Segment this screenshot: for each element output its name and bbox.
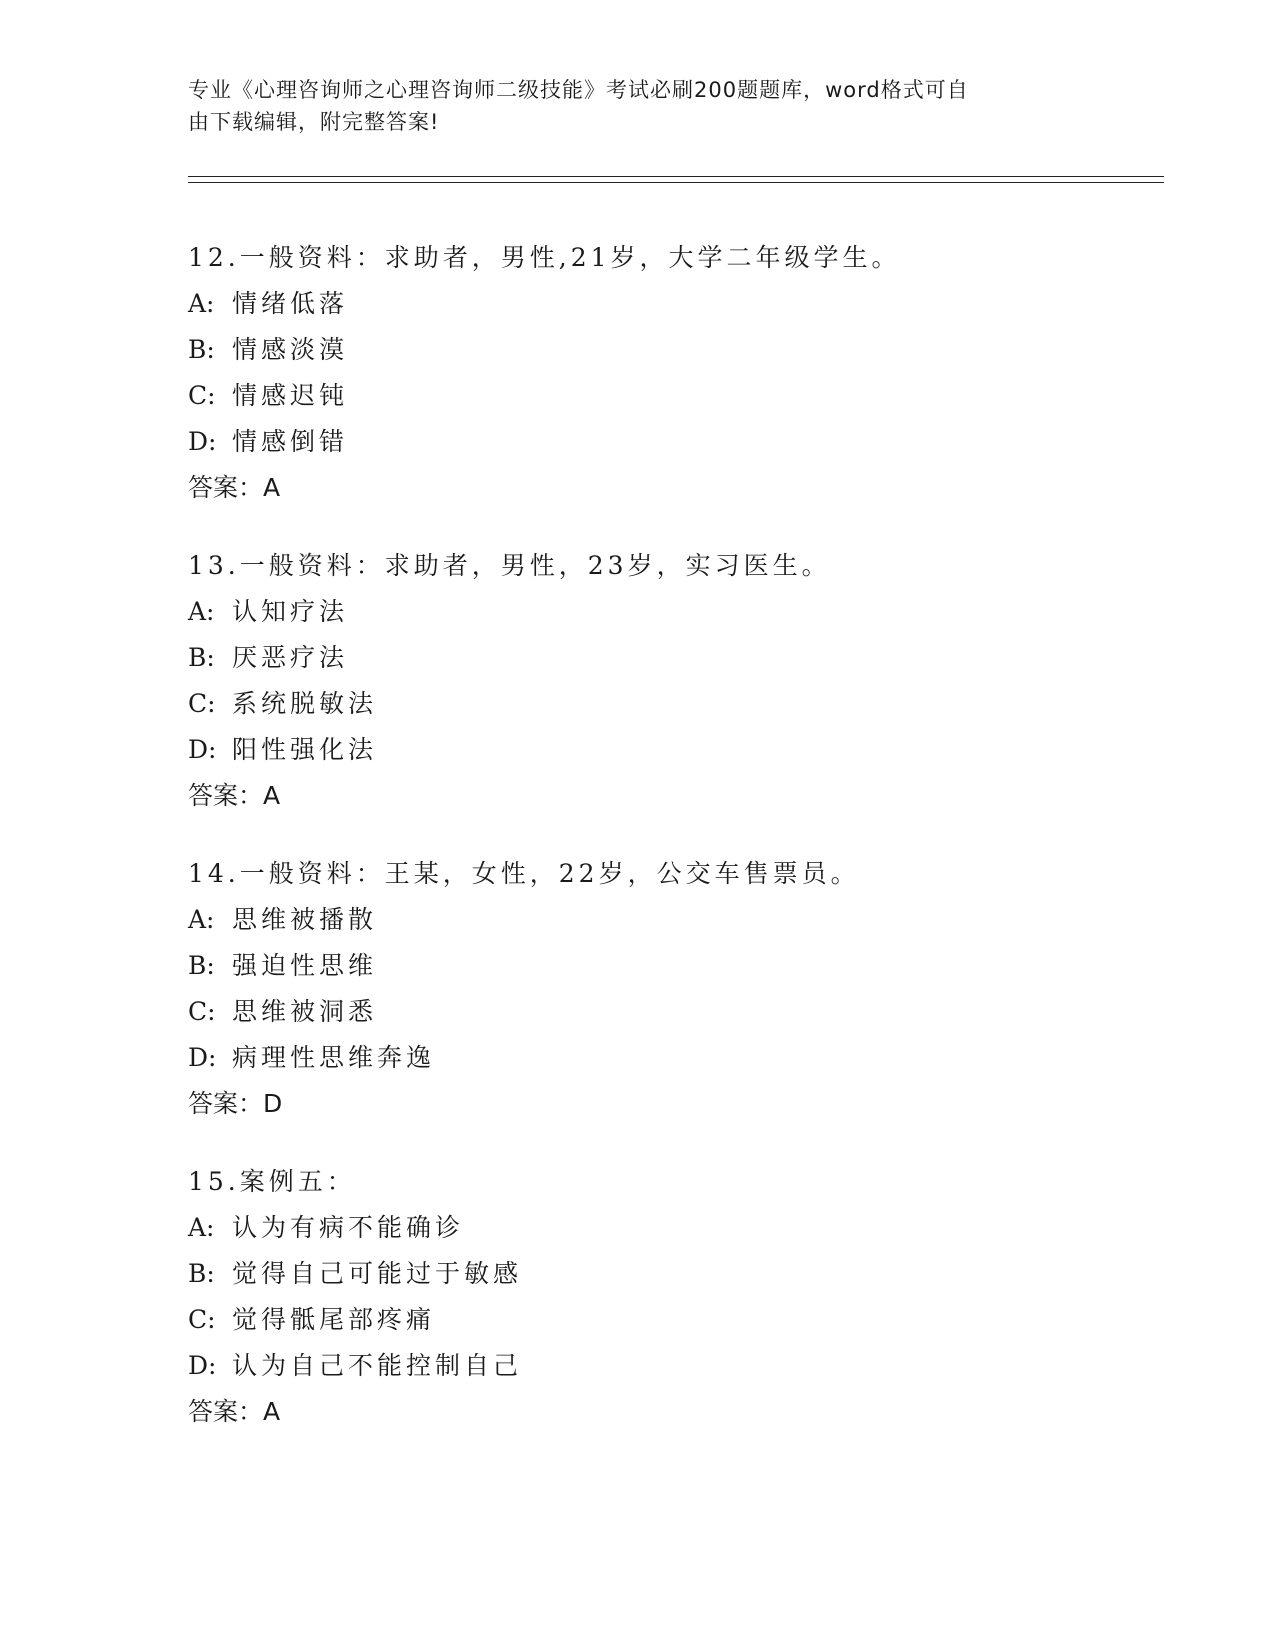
question-list [188, 235, 1188, 1467]
question-item [188, 543, 1188, 819]
option-a [188, 1205, 1188, 1251]
question-item [188, 851, 1188, 1127]
option-key: C: [188, 381, 216, 410]
document-header [188, 74, 1088, 138]
option-d [188, 419, 1188, 465]
header-line-1: 专业《心理咨询师之心理咨询师二级技能》考试必刷200题题库，word格式可自 [188, 78, 969, 102]
option-key: B: [188, 951, 215, 980]
option-key: C: [188, 997, 216, 1026]
question-item [188, 235, 1188, 511]
answer-label: 答案： [188, 473, 264, 502]
option-b [188, 327, 1188, 373]
option-d [188, 1035, 1188, 1081]
option-text: 情感倒错 [232, 427, 349, 456]
option-key: A: [188, 289, 215, 318]
option-c [188, 373, 1188, 419]
option-text: 觉得自己可能过于敏感 [232, 1259, 523, 1288]
question-stem: 12.一般资料：求助者，男性,21岁，大学二年级学生。 [188, 243, 901, 272]
answer-line [188, 1389, 1188, 1435]
option-key: B: [188, 1259, 215, 1288]
option-d [188, 727, 1188, 773]
option-text: 思维被播散 [232, 905, 378, 934]
question-stem: 14.一般资料：王某，女性，22岁，公交车售票员。 [188, 859, 860, 888]
option-b [188, 635, 1188, 681]
option-c [188, 989, 1188, 1035]
option-text: 厌恶疗法 [232, 643, 349, 672]
answer-value: A [263, 473, 281, 502]
option-key: A: [188, 1213, 215, 1242]
option-key: A: [188, 905, 215, 934]
answer-label: 答案： [188, 1397, 264, 1426]
option-key: C: [188, 1305, 216, 1334]
option-key: D: [188, 1351, 217, 1380]
option-text: 认知疗法 [232, 597, 349, 626]
header-line-2: 由下载编辑，附完整答案! [188, 110, 440, 134]
option-text: 觉得骶尾部疼痛 [232, 1305, 436, 1334]
option-text: 强迫性思维 [232, 951, 378, 980]
option-text: 认为自己不能控制自己 [232, 1351, 523, 1380]
option-c [188, 681, 1188, 727]
option-key: D: [188, 735, 217, 764]
header-divider-bottom [188, 182, 1164, 183]
answer-label: 答案： [188, 781, 264, 810]
option-b [188, 1251, 1188, 1297]
question-stem: 15.案例五： [188, 1167, 356, 1196]
answer-label: 答案： [188, 1089, 264, 1118]
option-key: B: [188, 643, 215, 672]
answer-value: D [263, 1089, 283, 1118]
option-text: 病理性思维奔逸 [232, 1043, 436, 1072]
option-key: C: [188, 689, 216, 718]
option-d [188, 1343, 1188, 1389]
option-b [188, 943, 1188, 989]
answer-line [188, 773, 1188, 819]
option-text: 情感淡漠 [232, 335, 349, 364]
option-text: 阳性强化法 [232, 735, 378, 764]
option-a [188, 281, 1188, 327]
answer-line [188, 1081, 1188, 1127]
header-divider-top [188, 176, 1164, 177]
option-key: A: [188, 597, 215, 626]
option-text: 情感迟钝 [232, 381, 349, 410]
option-text: 思维被洞悉 [232, 997, 378, 1026]
option-key: D: [188, 1043, 217, 1072]
option-a [188, 589, 1188, 635]
option-text: 情绪低落 [232, 289, 349, 318]
option-key: B: [188, 335, 215, 364]
question-item [188, 1159, 1188, 1435]
answer-line [188, 465, 1188, 511]
option-key: D: [188, 427, 217, 456]
option-text: 认为有病不能确诊 [232, 1213, 465, 1242]
option-a [188, 897, 1188, 943]
option-text: 系统脱敏法 [232, 689, 378, 718]
answer-value: A [263, 1397, 281, 1426]
answer-value: A [263, 781, 281, 810]
question-stem: 13.一般资料：求助者，男性，23岁，实习医生。 [188, 551, 831, 580]
option-c [188, 1297, 1188, 1343]
